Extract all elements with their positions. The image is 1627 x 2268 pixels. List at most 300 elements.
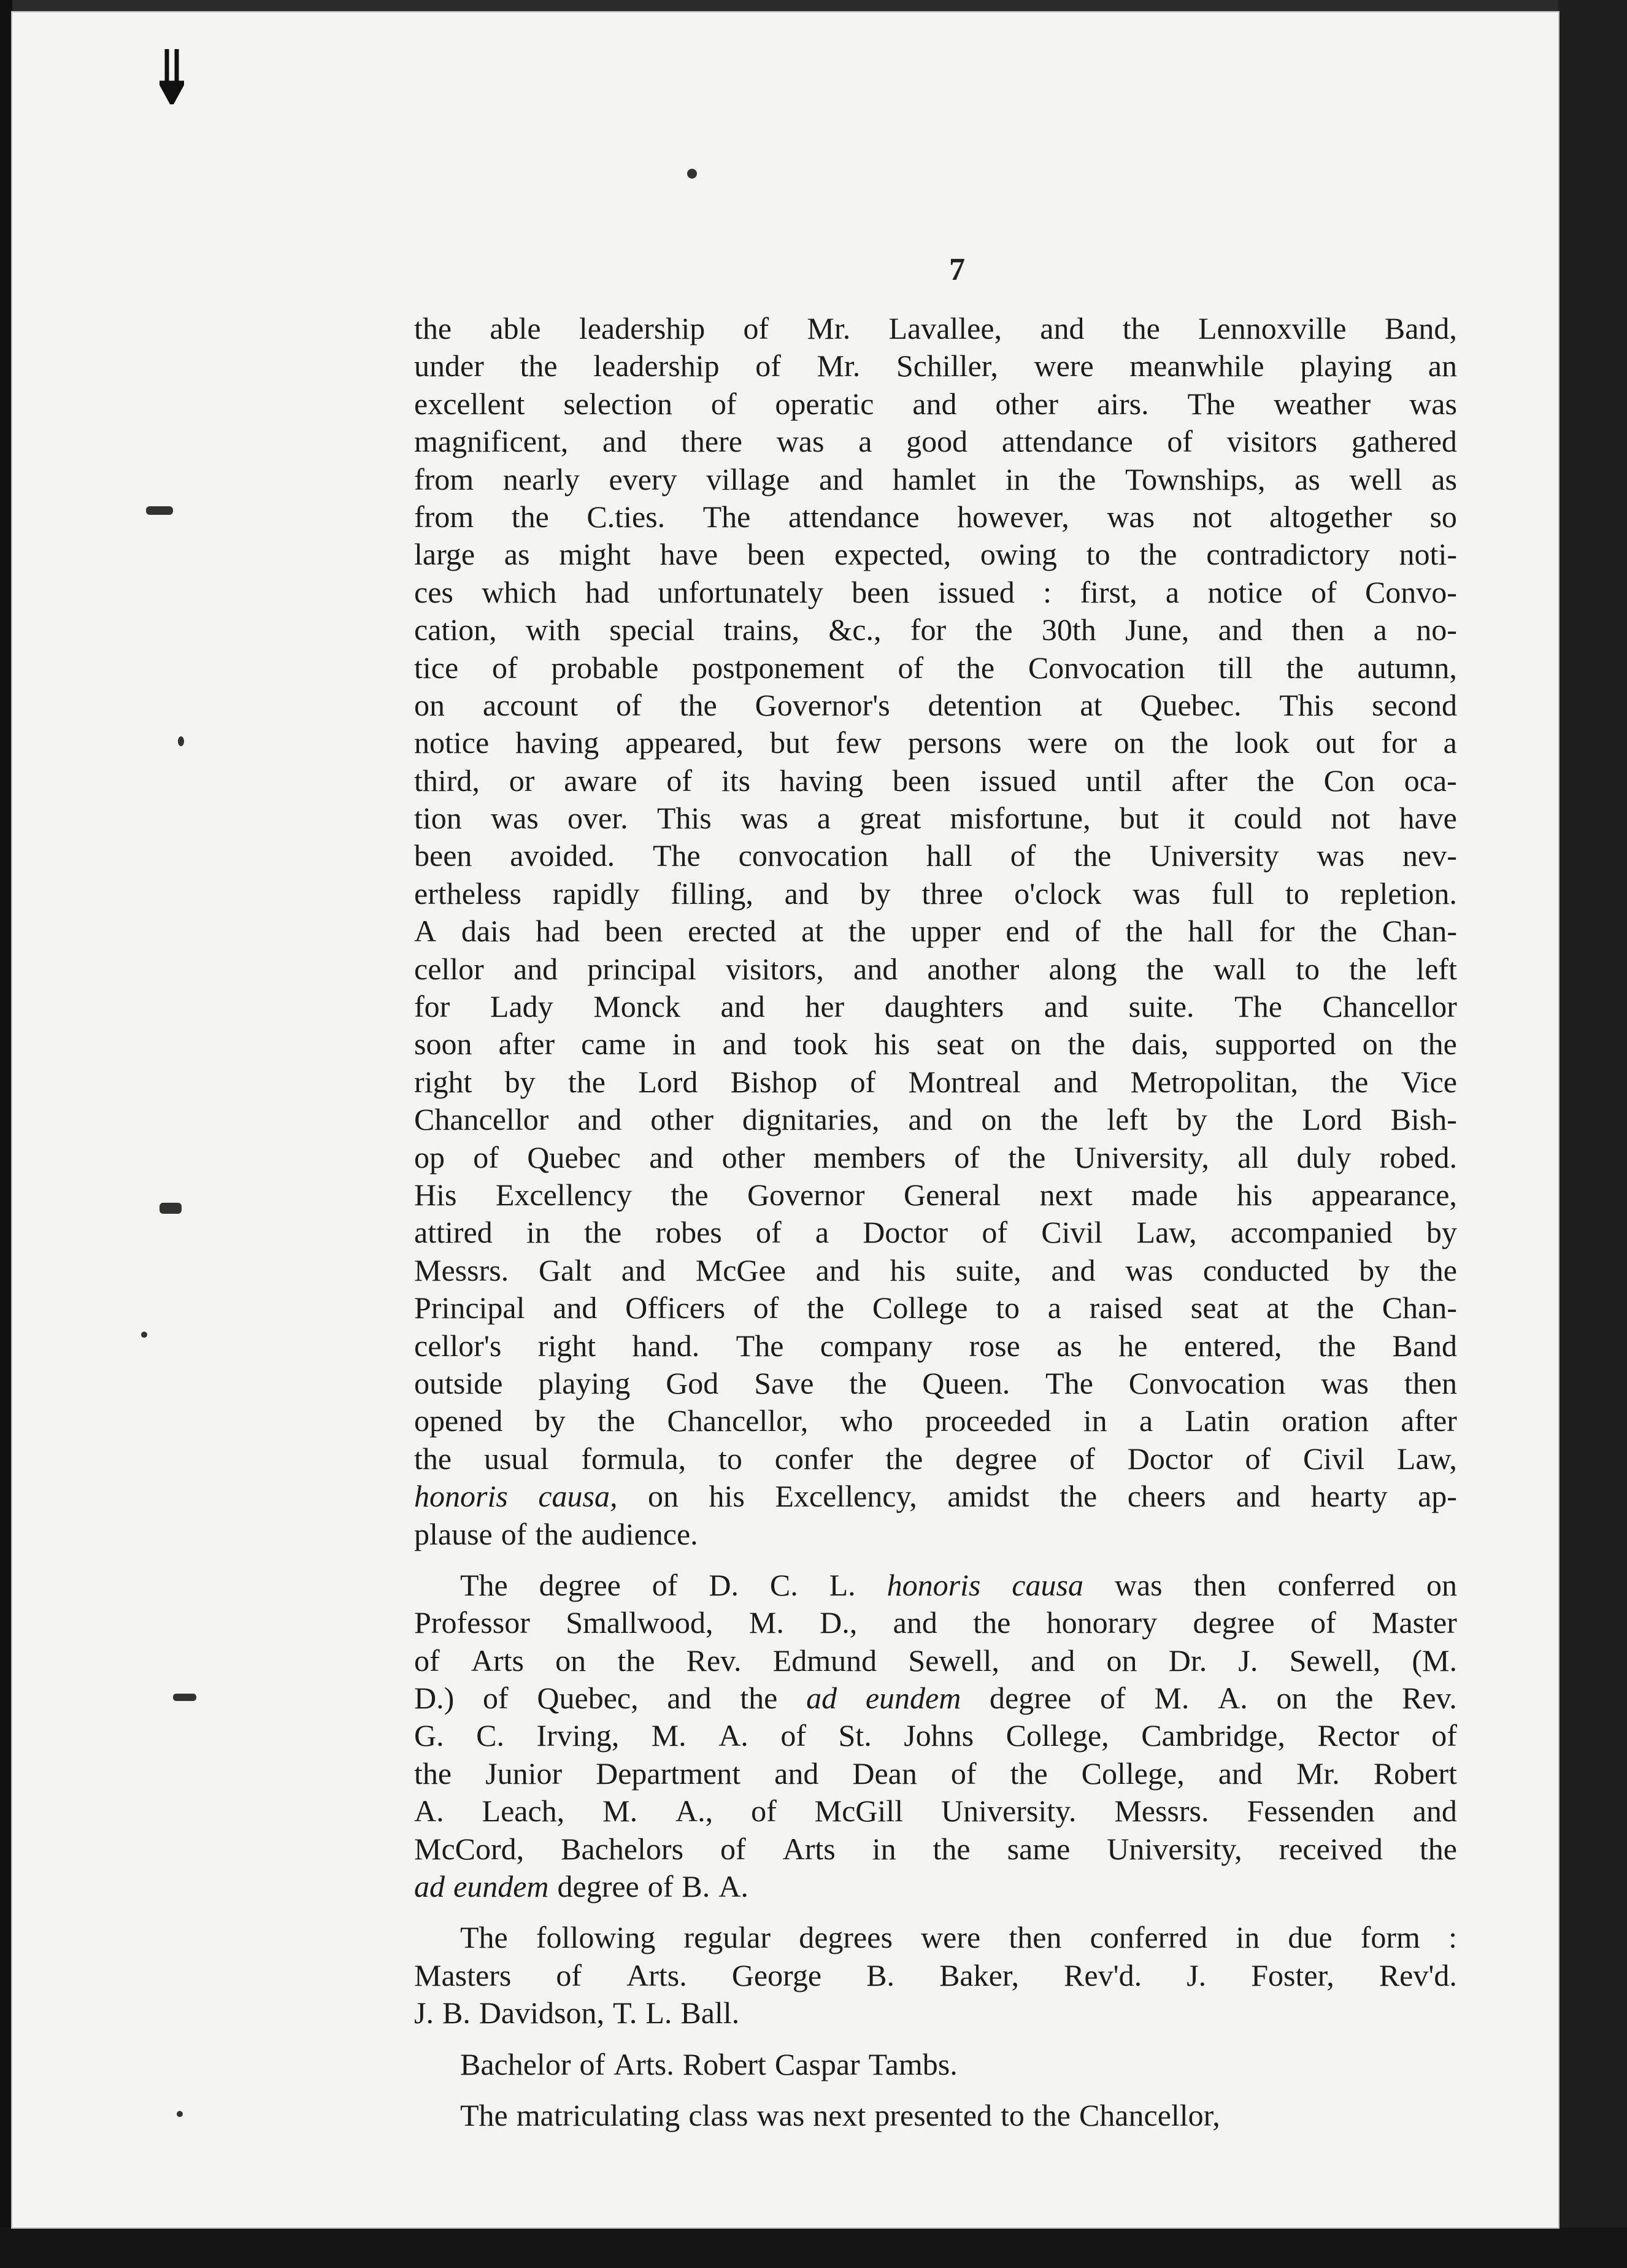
word: as [1431, 461, 1457, 496]
text-line [414, 1289, 1457, 1327]
scan-speck [173, 1694, 196, 1701]
word: its [721, 763, 751, 798]
word: and [912, 386, 957, 421]
text-line [414, 1717, 1457, 1754]
word: General [903, 1177, 1001, 1212]
word: Civil [1041, 1215, 1103, 1250]
word: and [1412, 1794, 1457, 1829]
word: the [1331, 1064, 1369, 1099]
text-line [414, 574, 1457, 611]
word: so [1429, 499, 1457, 534]
word: but [1119, 801, 1159, 836]
word: This [656, 801, 712, 836]
word: entered, [1183, 1328, 1282, 1363]
word: degree [557, 1869, 639, 1904]
word: in [1083, 1403, 1107, 1438]
word: honorary [1046, 1605, 1158, 1640]
word: aware [564, 763, 637, 798]
word: of [1310, 574, 1337, 609]
text-line [414, 649, 1457, 687]
word: Bish- [1390, 1102, 1457, 1137]
word: honoris [887, 1567, 981, 1602]
word: Chan- [1382, 1290, 1457, 1325]
word: who [840, 1403, 893, 1438]
text-line [414, 1642, 1457, 1680]
word: Lady [490, 989, 553, 1024]
word: of [1245, 1441, 1271, 1476]
word: rapidly [552, 876, 640, 911]
word: and [577, 1102, 622, 1137]
word: repletion. [1340, 876, 1457, 911]
word: Sewell, [1289, 1643, 1381, 1678]
scan-bottom-edge [0, 2228, 1627, 2268]
word: Lennoxville [1198, 311, 1347, 345]
word: St. [838, 1718, 872, 1753]
word: issued [937, 574, 1015, 609]
word: as [504, 537, 530, 572]
word: the [1349, 951, 1387, 986]
word: A. [414, 1794, 444, 1829]
word: (M. [1412, 1643, 1457, 1678]
text-line [414, 385, 1457, 423]
word: The [460, 1567, 508, 1602]
word: the [598, 1403, 636, 1438]
word: cellor's [414, 1328, 502, 1363]
word: hearty [1310, 1479, 1388, 1514]
word: Lord [1302, 1102, 1362, 1137]
word: Quebec [527, 1140, 621, 1174]
word: few [835, 725, 882, 760]
text-line [414, 1604, 1457, 1641]
word: confer [774, 1441, 853, 1476]
word: probable [551, 650, 659, 685]
word: and [621, 1252, 666, 1287]
word: of [1100, 1681, 1126, 1716]
word: attendance [1001, 424, 1133, 459]
word: three [921, 876, 983, 911]
word: in [1236, 1920, 1260, 1955]
word: ad [414, 1869, 445, 1904]
word: ad [806, 1681, 837, 1716]
word: at [1080, 687, 1102, 722]
word: of [414, 1643, 440, 1678]
text-line [414, 875, 1457, 912]
word: the [1139, 537, 1177, 572]
word: conferred [1090, 1920, 1208, 1955]
word: the [956, 650, 995, 685]
word: C. [476, 1718, 504, 1753]
word: hand. [632, 1328, 700, 1363]
word: of [753, 1290, 779, 1325]
word: but [770, 725, 809, 760]
word: the [1010, 1756, 1048, 1791]
word: Doctor [863, 1215, 948, 1250]
word: by [504, 1064, 536, 1099]
word: and [667, 1681, 712, 1716]
word: notice [414, 725, 490, 760]
word: of [954, 1140, 980, 1174]
word: This [1279, 687, 1334, 722]
word: of [501, 1516, 527, 1551]
page-number: 7 [949, 252, 965, 287]
word: was [1321, 1365, 1369, 1400]
text-line [414, 347, 1457, 385]
word: the [807, 1290, 845, 1325]
text-line [414, 1139, 1457, 1176]
word: Chancellor [1322, 989, 1457, 1024]
word: convocation [738, 838, 888, 873]
word: George [731, 1958, 822, 1992]
text-line [414, 1327, 1457, 1365]
word: Fessenden [1247, 1794, 1375, 1829]
word: Officers [625, 1290, 726, 1325]
word: village [706, 461, 790, 496]
word: Principal [414, 1290, 525, 1325]
word: Dr. [1168, 1643, 1207, 1678]
text-line [414, 1755, 1457, 1792]
word: however, [957, 499, 1069, 534]
word: University [1149, 838, 1279, 873]
word: plause [414, 1516, 493, 1551]
word: and [553, 1290, 598, 1325]
word: Ball. [680, 1996, 740, 2031]
word: from [414, 461, 474, 496]
word: altogether [1269, 499, 1392, 534]
word: to [996, 1290, 1020, 1325]
word: of [473, 1140, 499, 1174]
word: degree [955, 1441, 1037, 1476]
word: Arts [471, 1643, 524, 1678]
word: Robert [682, 2046, 766, 2081]
word: McGill [814, 1794, 904, 1829]
word: persons [907, 725, 1002, 760]
word: University, [1074, 1140, 1209, 1174]
word: degrees [799, 1920, 893, 1955]
word: Bishop [730, 1064, 818, 1099]
word: members [813, 1140, 926, 1174]
word: robed. [1379, 1140, 1457, 1174]
word: with [526, 612, 580, 647]
word: honoris [414, 1479, 508, 1514]
word: the [933, 1831, 971, 1866]
word: form [1360, 1920, 1420, 1955]
word: causa [1012, 1567, 1083, 1602]
word: the [849, 1365, 887, 1400]
word: Band [1392, 1328, 1457, 1363]
word: Chancellor [414, 1102, 549, 1137]
word: the [848, 914, 886, 949]
word: conferred [1277, 1567, 1396, 1602]
word: and [1053, 1064, 1098, 1099]
word: postponement [692, 650, 864, 685]
word: regular [683, 1920, 771, 1955]
paragraph [414, 310, 1457, 1553]
word: and [602, 424, 647, 459]
word: visitors [1226, 424, 1318, 459]
word: nearly [502, 461, 580, 496]
word: in [1005, 461, 1029, 496]
word: attired [414, 1215, 493, 1250]
word: the [535, 1516, 573, 1551]
word: of [647, 1869, 674, 1904]
word: to [718, 1441, 742, 1476]
word: as [1056, 1328, 1082, 1363]
word: the [740, 1681, 778, 1716]
word: and [784, 876, 829, 911]
word: cheers [1127, 1479, 1206, 1514]
word: avoided. [510, 838, 615, 873]
word: College, [1081, 1756, 1185, 1791]
word: Civil [1302, 1441, 1364, 1476]
word: Baker, [939, 1958, 1019, 1992]
word: misfortune, [950, 801, 1091, 836]
word: dais, [1131, 1027, 1189, 1062]
word: for [1381, 725, 1417, 760]
word: in [672, 1027, 696, 1062]
word: then [1193, 1567, 1247, 1602]
word: of [1310, 1605, 1336, 1640]
word: was [740, 801, 788, 836]
word: M. [748, 1605, 784, 1640]
word: the [1316, 1290, 1355, 1325]
word: : [1448, 1920, 1457, 1955]
word: playing [538, 1365, 631, 1400]
word: from [414, 499, 474, 534]
word: it [1187, 801, 1205, 836]
word: Galt [538, 1252, 592, 1287]
word: op [414, 1140, 445, 1174]
word: gathered [1351, 424, 1457, 459]
scan-speck [146, 506, 173, 515]
word: Mr. [817, 349, 861, 384]
word: was [1107, 499, 1155, 534]
word: his [890, 1252, 926, 1287]
word: on [1114, 725, 1145, 760]
word: after [1401, 1403, 1457, 1438]
text-line [414, 1957, 1457, 1994]
word: due [1288, 1920, 1333, 1955]
word: playing [1300, 349, 1393, 384]
text-line [414, 800, 1457, 837]
word: Excellency, [775, 1479, 917, 1514]
word: causa, [538, 1479, 618, 1514]
word: trains, [723, 612, 800, 647]
word: on [1276, 1681, 1307, 1716]
word: the [1074, 838, 1112, 873]
word: M. [1154, 1681, 1190, 1716]
word: of [898, 650, 924, 685]
word: Masters [414, 1958, 512, 1992]
word: the [671, 1177, 709, 1212]
word: in [872, 1831, 896, 1866]
word: might [559, 537, 631, 572]
scan-speck [178, 736, 184, 746]
scan-right-edge [1558, 0, 1627, 2268]
word: the [1286, 650, 1324, 685]
word: of [755, 349, 781, 384]
word: having [515, 725, 599, 760]
word: tion [414, 801, 462, 836]
word: of [556, 1958, 582, 1992]
word: outside [414, 1365, 503, 1400]
text-line [414, 687, 1457, 724]
word: C.ties. [587, 499, 666, 534]
word: Chancellor, [1079, 2097, 1220, 2132]
word: operatic [775, 386, 874, 421]
text-line [414, 1478, 1457, 1515]
word: Arts. [626, 1958, 687, 1992]
word: The [1234, 989, 1282, 1024]
word: M. [651, 1718, 687, 1753]
word: Arts [782, 1831, 836, 1866]
word: had [585, 574, 629, 609]
word: Caspar [774, 2046, 860, 2081]
word: the [414, 311, 452, 345]
word: the [414, 1441, 452, 1476]
word: The [1045, 1365, 1093, 1400]
word: Sewell, [908, 1643, 999, 1678]
word: the [1256, 763, 1294, 798]
word: The [652, 838, 701, 873]
word: principal [587, 951, 696, 986]
word: proceeded [925, 1403, 1052, 1438]
text-line [414, 1567, 1457, 1604]
word: the [1033, 2097, 1071, 2132]
word: B. [682, 1869, 710, 1904]
word: the [584, 1215, 622, 1250]
text-line [414, 1868, 1457, 1905]
text-line [414, 1252, 1457, 1289]
scan-speck [160, 1203, 182, 1214]
word: the [975, 612, 1013, 647]
word: oration [1282, 1403, 1369, 1438]
word: suite. [1128, 989, 1194, 1024]
word: for [910, 612, 947, 647]
word: the [885, 1441, 923, 1476]
word: A., [675, 1794, 713, 1829]
word: at [1266, 1290, 1289, 1325]
word: of [652, 1567, 678, 1602]
text-line [414, 951, 1457, 988]
word: meanwhile [1129, 349, 1264, 384]
word: the [520, 349, 558, 384]
word: first, [1080, 574, 1137, 609]
word: and [1051, 1252, 1096, 1287]
word: formula, [581, 1441, 687, 1476]
word: the [1419, 1252, 1457, 1287]
word: able [490, 311, 541, 345]
word: upper [910, 914, 981, 949]
text-line [414, 611, 1457, 649]
word: the [1236, 1102, 1274, 1137]
text-line [414, 1516, 1457, 1553]
word: audience. [581, 1516, 698, 1551]
word: G. [414, 1718, 444, 1753]
word: Excellency [495, 1177, 632, 1212]
word: Convocation [1128, 1365, 1286, 1400]
word: on [1426, 1567, 1457, 1602]
text-line [414, 1919, 1457, 1956]
word: Smallwood, [566, 1605, 713, 1640]
word: not [1331, 801, 1371, 836]
word: right [537, 1328, 596, 1363]
word: D.) [414, 1681, 455, 1716]
word: ertheless [414, 876, 521, 911]
text-line [414, 1402, 1457, 1440]
word: the [1008, 1140, 1046, 1174]
word: Davidson, [479, 1996, 604, 2031]
word: God [666, 1365, 719, 1400]
word: eundem [453, 1869, 549, 1904]
word: following [536, 1920, 656, 1955]
word: Law, [1136, 1215, 1197, 1250]
word: contradictory [1206, 537, 1370, 572]
word: and [815, 1252, 860, 1287]
binding-mark-icon [160, 49, 184, 104]
text-line [414, 423, 1457, 460]
word: D., [820, 1605, 858, 1640]
word: could [1234, 801, 1302, 836]
word: wall [1213, 951, 1266, 986]
word: leadership [579, 311, 706, 345]
word: his [1236, 1177, 1273, 1212]
word: and [1236, 1479, 1281, 1514]
word: end [1006, 914, 1050, 949]
word: as [1294, 461, 1320, 496]
word: degree [539, 1567, 621, 1602]
word: selection [563, 386, 673, 421]
word: then [1404, 1365, 1457, 1400]
word: filling, [671, 876, 753, 911]
word: unfortunately [658, 574, 823, 609]
word: noti- [1399, 537, 1457, 572]
word: was [1317, 838, 1365, 873]
text-line [414, 724, 1457, 762]
word: good [906, 424, 968, 459]
word: 30th [1041, 612, 1096, 647]
word: Mr. [1296, 1756, 1340, 1791]
text-line [414, 498, 1457, 536]
word: of [1167, 424, 1193, 459]
word: of [850, 1064, 876, 1099]
word: expected, [834, 537, 952, 572]
word: McCord, [414, 1831, 525, 1866]
word: of [982, 1215, 1008, 1250]
scan-left-edge [0, 0, 12, 2268]
word: having [779, 763, 863, 798]
word: D. [709, 1567, 739, 1602]
word: Rector [1317, 1718, 1399, 1753]
word: after [1171, 763, 1228, 798]
word: class [688, 2097, 748, 2132]
word: by [1426, 1215, 1457, 1250]
word: degree [1193, 1605, 1275, 1640]
text-line [414, 1830, 1457, 1868]
word: under [414, 349, 484, 384]
word: appearance, [1311, 1177, 1457, 1212]
word: all [1237, 1140, 1269, 1174]
word: left [1416, 951, 1457, 986]
word: : [1043, 574, 1052, 609]
word: The [1187, 386, 1236, 421]
word: have [1399, 801, 1457, 836]
word: Townships, [1125, 461, 1266, 496]
word: Quebec, [537, 1681, 639, 1716]
word: was [756, 2097, 805, 2132]
word: of [483, 1681, 509, 1716]
word: of [755, 1215, 782, 1250]
word: matriculating [516, 2097, 680, 2132]
